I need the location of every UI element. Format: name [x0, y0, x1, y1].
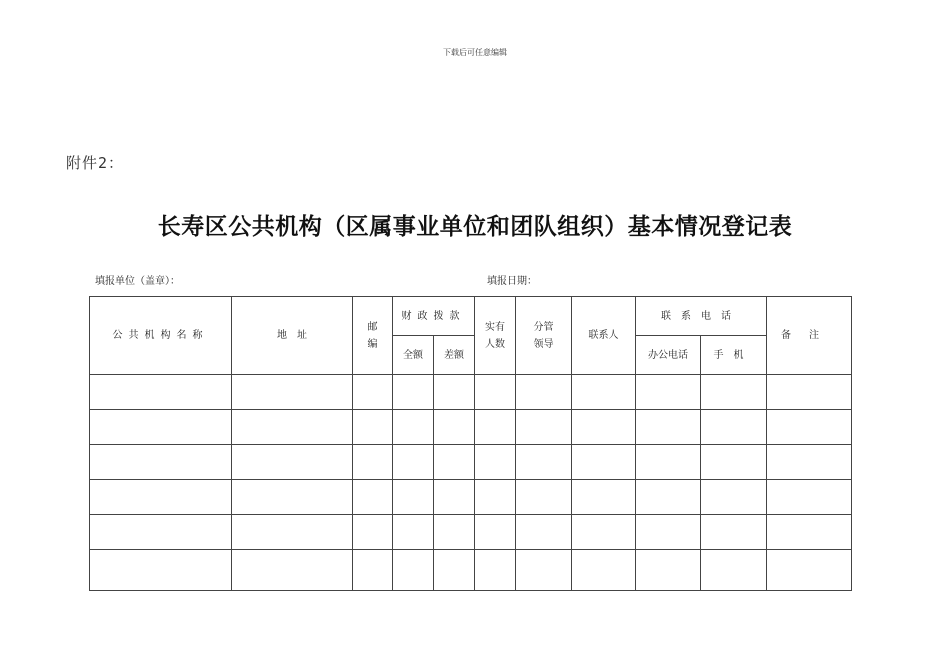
table-cell[interactable] [393, 550, 434, 591]
table-cell[interactable] [475, 515, 516, 550]
table-cell[interactable] [353, 410, 393, 445]
table-cell[interactable] [572, 375, 636, 410]
table-row [90, 550, 852, 591]
header-leader-line2: 领导 [533, 338, 554, 350]
table-cell[interactable] [353, 550, 393, 591]
table-row [90, 375, 852, 410]
table-cell[interactable] [434, 550, 475, 591]
table-cell[interactable] [393, 445, 434, 480]
table-cell[interactable] [572, 515, 636, 550]
table-cell[interactable] [636, 480, 701, 515]
table-cell[interactable] [516, 375, 572, 410]
table-cell[interactable] [516, 445, 572, 480]
header-staff-count [475, 297, 516, 375]
fill-unit-label: 填报单位（盖章）： [95, 276, 180, 287]
table-cell[interactable] [572, 410, 636, 445]
registration-table [89, 296, 852, 591]
table-cell[interactable] [701, 515, 767, 550]
table-cell[interactable] [701, 550, 767, 591]
header-postcode [353, 297, 393, 375]
table-cell[interactable] [572, 445, 636, 480]
table-cell[interactable] [636, 550, 701, 591]
header-leader [516, 297, 572, 375]
table-cell[interactable] [516, 480, 572, 515]
table-cell[interactable] [516, 410, 572, 445]
table-cell[interactable] [572, 550, 636, 591]
fill-date-label: 填报日期： [487, 276, 537, 287]
table-cell[interactable] [475, 375, 516, 410]
table-cell[interactable] [232, 480, 353, 515]
table-cell[interactable] [572, 480, 636, 515]
header-staff-line2: 人数 [485, 338, 505, 350]
header-leader-line1: 分管 [533, 321, 554, 333]
table-cell[interactable] [393, 515, 434, 550]
header-contact-person: 联系人 [572, 297, 636, 375]
table-cell[interactable] [516, 515, 572, 550]
table-cell[interactable] [434, 480, 475, 515]
header-office-phone: 办公电话 [636, 336, 701, 375]
table-cell[interactable] [90, 480, 232, 515]
header-finance-diff: 差额 [434, 336, 475, 375]
table-cell[interactable] [232, 410, 353, 445]
table-cell[interactable] [475, 410, 516, 445]
table-cell[interactable] [393, 480, 434, 515]
attachment-label: 附件2： [66, 154, 125, 172]
table-cell[interactable] [767, 515, 852, 550]
table-cell[interactable] [475, 445, 516, 480]
table-cell[interactable] [90, 445, 232, 480]
header-postcode-line1: 邮 [367, 321, 378, 333]
table-cell[interactable] [90, 375, 232, 410]
table-cell[interactable] [353, 375, 393, 410]
table-cell[interactable] [232, 550, 353, 591]
table-cell[interactable] [767, 410, 852, 445]
header-mobile-phone: 手机 [701, 336, 767, 375]
header-address: 地 址 [232, 297, 353, 375]
table-cell[interactable] [353, 480, 393, 515]
table-cell[interactable] [475, 550, 516, 591]
header-finance: 财政拨款 [393, 297, 475, 336]
table-cell[interactable] [636, 375, 701, 410]
table-cell[interactable] [475, 480, 516, 515]
header-contact-phone: 联系电话 [636, 297, 767, 336]
table-cell[interactable] [353, 445, 393, 480]
table-cell[interactable] [767, 375, 852, 410]
table-cell[interactable] [232, 515, 353, 550]
table-cell[interactable] [636, 410, 701, 445]
table-cell[interactable] [232, 375, 353, 410]
table-cell[interactable] [636, 445, 701, 480]
table-cell[interactable] [636, 515, 701, 550]
table-cell[interactable] [434, 410, 475, 445]
table-cell[interactable] [90, 410, 232, 445]
header-postcode-line2: 编 [367, 338, 378, 350]
table-cell[interactable] [767, 445, 852, 480]
table-cell[interactable] [434, 515, 475, 550]
table-cell[interactable] [393, 375, 434, 410]
table-row [90, 410, 852, 445]
header-note: 下载后可任意编辑 [443, 48, 507, 57]
table-header-row-1 [90, 297, 852, 336]
table-cell[interactable] [90, 550, 232, 591]
header-staff-line1: 实有 [485, 321, 505, 333]
table-cell[interactable] [701, 445, 767, 480]
table-cell[interactable] [232, 445, 353, 480]
header-remark: 备注 [767, 297, 852, 375]
table-cell[interactable] [701, 410, 767, 445]
table-row [90, 445, 852, 480]
table-cell[interactable] [90, 515, 232, 550]
table-cell[interactable] [701, 375, 767, 410]
table-cell[interactable] [767, 550, 852, 591]
table-cell[interactable] [434, 375, 475, 410]
page-title: 长寿区公共机构（区属事业单位和团队组织）基本情况登记表 [157, 213, 793, 240]
header-institution-name: 公共机构名称 [90, 297, 232, 375]
table-cell[interactable] [516, 550, 572, 591]
table-row [90, 515, 852, 550]
table-cell[interactable] [767, 480, 852, 515]
table-cell[interactable] [701, 480, 767, 515]
table-row [90, 480, 852, 515]
table-cell[interactable] [434, 445, 475, 480]
header-finance-full: 全额 [393, 336, 434, 375]
table-cell[interactable] [353, 515, 393, 550]
table-cell[interactable] [393, 410, 434, 445]
